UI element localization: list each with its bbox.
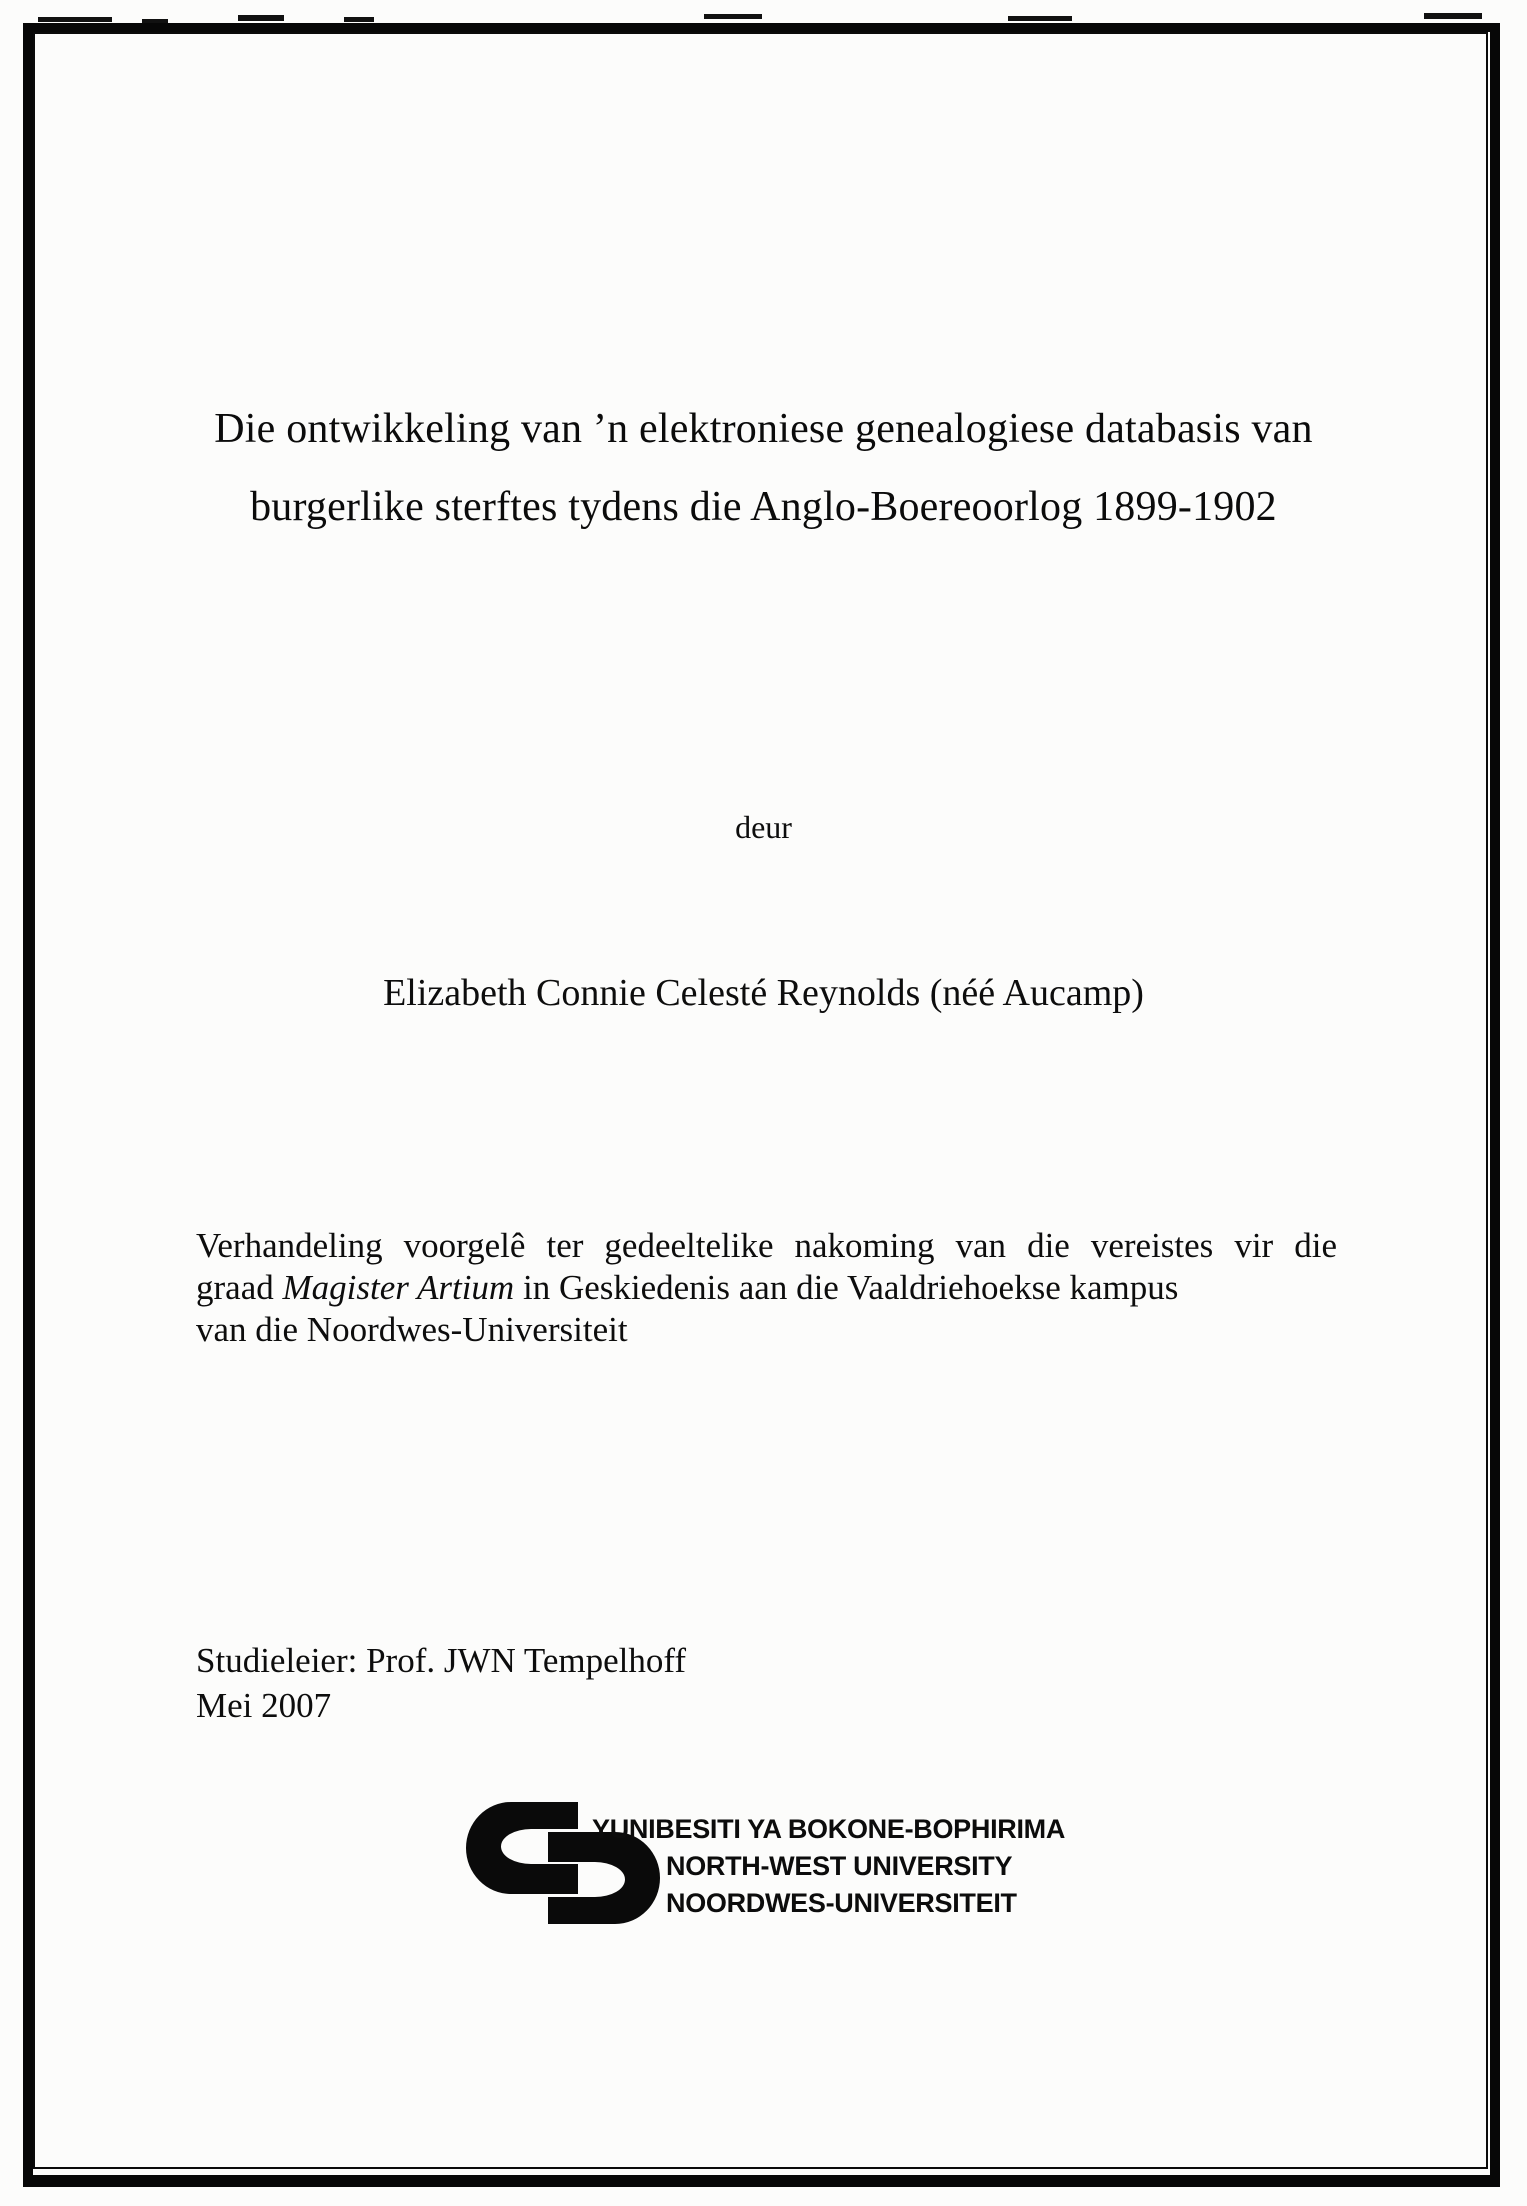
supervisor-block [196, 1638, 686, 1728]
supervisor-line: Studieleier: Prof. JWN Tempelhoff [196, 1641, 687, 1680]
scan-artifact [142, 19, 168, 23]
degree-statement-line-1: Verhandeling voorgelê ter gedeeltelike nakoming van die vereistes vir die [196, 1226, 1337, 1265]
degree-statement-line-2-suffix: in Geskiedenis aan die Vaaldriehoekse kampus [514, 1268, 1179, 1307]
thesis-title-line-2: burgerlike sterftes tydens die Anglo-Boereoorlog 1899-1902 [250, 484, 1277, 530]
date-line: Mei 2007 [196, 1686, 332, 1725]
degree-statement-line-3: van die Noordwes-Universiteit [196, 1310, 628, 1349]
byline-deur: deur [735, 809, 792, 845]
logo-text-afrikaans: NOORDWES-UNIVERSITEIT [666, 1888, 1017, 1918]
thesis-title-line-1: Die ontwikkeling van ’n elektroniese genealogiese databasis van [214, 406, 1313, 452]
scan-artifact [238, 15, 284, 21]
degree-name-italic: Magister Artium [282, 1268, 515, 1307]
scan-artifact [704, 14, 762, 19]
thesis-title [120, 390, 1407, 546]
logo-text-english: NORTH-WEST UNIVERSITY [666, 1851, 1013, 1881]
degree-statement [196, 1225, 1337, 1351]
logo-text-setswana: YUNIBESITI YA BOKONE-BOPHIRIMA [592, 1814, 1066, 1844]
degree-statement-line-2 [196, 1267, 1337, 1309]
scan-artifact [344, 17, 374, 22]
author-name: Elizabeth Connie Celesté Reynolds (néé Aucamp) [383, 972, 1144, 1014]
scan-artifact [1008, 16, 1072, 21]
degree-statement-line-2-prefix: graad [196, 1268, 283, 1307]
scan-artifact [38, 17, 112, 22]
scan-artifact [1424, 13, 1482, 19]
